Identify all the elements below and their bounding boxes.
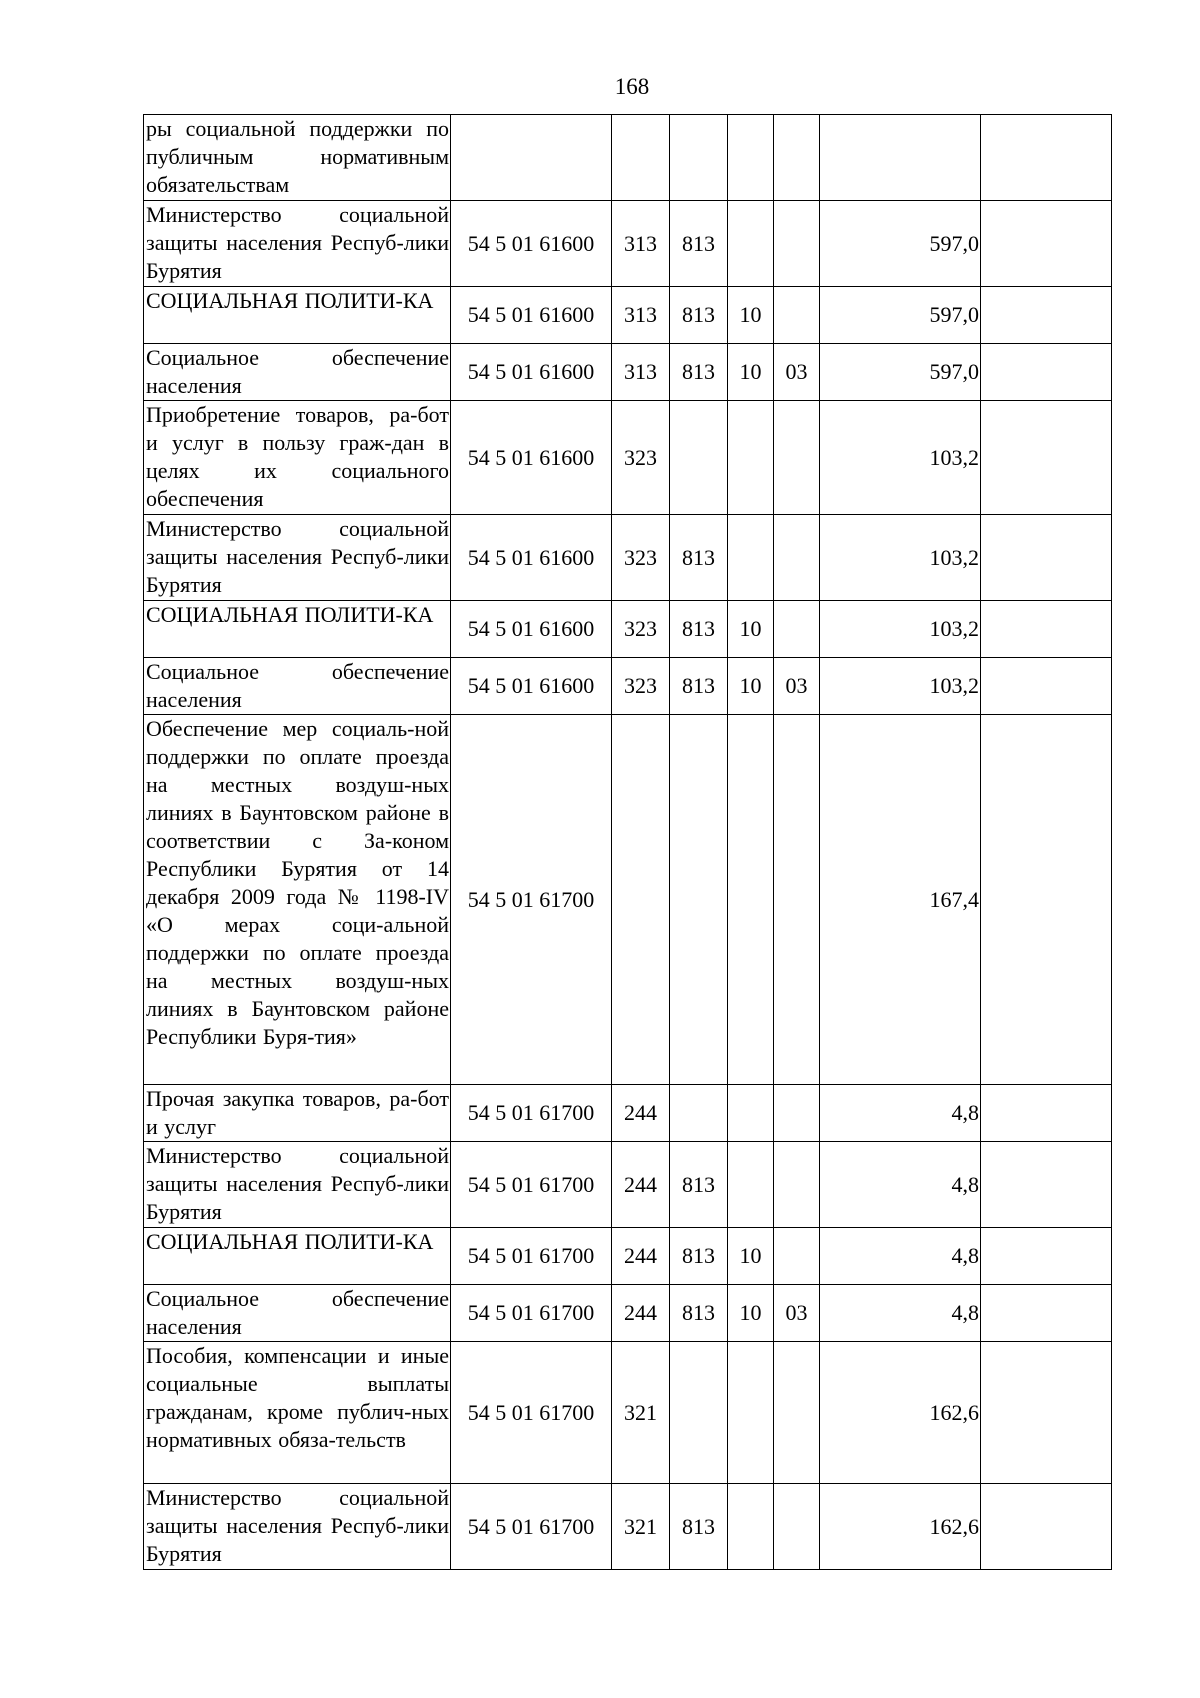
table-row bbox=[144, 115, 1112, 201]
amount-cell: 103,2 bbox=[820, 515, 981, 601]
amount-cell: 4,8 bbox=[820, 1285, 981, 1342]
section-cell bbox=[728, 115, 774, 201]
target-code-cell: 54 5 01 61700 bbox=[451, 715, 612, 1085]
subsection-cell bbox=[774, 287, 820, 344]
table-row bbox=[144, 1342, 1112, 1484]
item-name-cell: Пособия, компенсации и иные социальные выплаты гражданам, кроме публич-ных нормативных обяза-тельств bbox=[144, 1342, 451, 1484]
table-body bbox=[144, 115, 1112, 1570]
amount-cell: 597,0 bbox=[820, 287, 981, 344]
target-code-cell: 54 5 01 61700 bbox=[451, 1142, 612, 1228]
subsection-cell: 03 bbox=[774, 658, 820, 715]
amount-cell: 103,2 bbox=[820, 401, 981, 515]
expense-type-cell: 323 bbox=[612, 515, 670, 601]
subsection-cell bbox=[774, 715, 820, 1085]
subsection-cell: 03 bbox=[774, 344, 820, 401]
item-name-cell: СОЦИАЛЬНАЯ ПОЛИТИ-КА bbox=[144, 1228, 451, 1285]
section-cell bbox=[728, 401, 774, 515]
section-cell bbox=[728, 515, 774, 601]
ministry-code-cell bbox=[670, 1085, 728, 1142]
ministry-code-cell bbox=[670, 401, 728, 515]
target-code-cell: 54 5 01 61700 bbox=[451, 1285, 612, 1342]
target-code-cell bbox=[451, 115, 612, 201]
item-name-cell: Обеспечение мер социаль-ной поддержки по оплате проезда на местных воздуш-ных линиях в Баунтовском районе в соответствии с За-коном Республики Бурятия от 14 декабря 2009 года № 1198-IV «О мерах соци-альной поддержки по оплате проезда на местных воздуш-ных линиях в Баунтовском районе Республики Буря-тия» bbox=[144, 715, 451, 1085]
expense-type-cell: 244 bbox=[612, 1285, 670, 1342]
subsection-cell bbox=[774, 1228, 820, 1285]
target-code-cell: 54 5 01 61600 bbox=[451, 515, 612, 601]
table-row bbox=[144, 287, 1112, 344]
item-name-cell: Социальное обеспечение населения bbox=[144, 1285, 451, 1342]
section-cell bbox=[728, 1142, 774, 1228]
target-code-cell: 54 5 01 61700 bbox=[451, 1342, 612, 1484]
page-number: 168 bbox=[614, 74, 650, 99]
target-code-cell: 54 5 01 61600 bbox=[451, 658, 612, 715]
section-cell bbox=[728, 201, 774, 287]
table-row bbox=[144, 201, 1112, 287]
section-cell: 10 bbox=[728, 601, 774, 658]
target-code-cell: 54 5 01 61600 bbox=[451, 344, 612, 401]
item-name-cell: Министерство социальной защиты населения Респуб-лики Бурятия bbox=[144, 1142, 451, 1228]
table-row bbox=[144, 1228, 1112, 1285]
extra-cell bbox=[981, 1228, 1112, 1285]
expense-type-cell: 244 bbox=[612, 1228, 670, 1285]
amount-cell: 103,2 bbox=[820, 658, 981, 715]
amount-cell: 4,8 bbox=[820, 1142, 981, 1228]
ministry-code-cell: 813 bbox=[670, 515, 728, 601]
ministry-code-cell: 813 bbox=[670, 658, 728, 715]
section-cell: 10 bbox=[728, 1228, 774, 1285]
table-row bbox=[144, 401, 1112, 515]
item-name-cell: Социальное обеспечение населения bbox=[144, 344, 451, 401]
table-row bbox=[144, 715, 1112, 1085]
subsection-cell bbox=[774, 515, 820, 601]
subsection-cell: 03 bbox=[774, 1285, 820, 1342]
table-row bbox=[144, 601, 1112, 658]
section-cell bbox=[728, 1085, 774, 1142]
table-row bbox=[144, 1085, 1112, 1142]
item-name-cell: Приобретение товаров, ра-бот и услуг в пользу граж-дан в целях их социального обеспечения bbox=[144, 401, 451, 515]
ministry-code-cell bbox=[670, 715, 728, 1085]
expense-type-cell: 323 bbox=[612, 401, 670, 515]
table-row bbox=[144, 1142, 1112, 1228]
expense-type-cell: 313 bbox=[612, 201, 670, 287]
section-cell bbox=[728, 715, 774, 1085]
item-name-cell: Министерство социальной защиты населения Респуб-лики Бурятия bbox=[144, 1484, 451, 1570]
amount-cell: 4,8 bbox=[820, 1085, 981, 1142]
extra-cell bbox=[981, 658, 1112, 715]
subsection-cell bbox=[774, 115, 820, 201]
ministry-code-cell: 813 bbox=[670, 1228, 728, 1285]
section-cell bbox=[728, 1342, 774, 1484]
amount-cell: 103,2 bbox=[820, 601, 981, 658]
ministry-code-cell bbox=[670, 115, 728, 201]
table-row bbox=[144, 658, 1112, 715]
extra-cell bbox=[981, 1484, 1112, 1570]
expense-type-cell: 323 bbox=[612, 601, 670, 658]
subsection-cell bbox=[774, 1484, 820, 1570]
target-code-cell: 54 5 01 61600 bbox=[451, 287, 612, 344]
amount-cell: 167,4 bbox=[820, 715, 981, 1085]
ministry-code-cell: 813 bbox=[670, 287, 728, 344]
extra-cell bbox=[981, 344, 1112, 401]
extra-cell bbox=[981, 401, 1112, 515]
expense-type-cell bbox=[612, 115, 670, 201]
amount-cell: 597,0 bbox=[820, 344, 981, 401]
target-code-cell: 54 5 01 61700 bbox=[451, 1228, 612, 1285]
ministry-code-cell: 813 bbox=[670, 1484, 728, 1570]
subsection-cell bbox=[774, 1342, 820, 1484]
extra-cell bbox=[981, 715, 1112, 1085]
target-code-cell: 54 5 01 61600 bbox=[451, 401, 612, 515]
subsection-cell bbox=[774, 401, 820, 515]
section-cell: 10 bbox=[728, 658, 774, 715]
extra-cell bbox=[981, 1142, 1112, 1228]
expense-type-cell: 321 bbox=[612, 1484, 670, 1570]
item-name-cell: Министерство социальной защиты населения Респуб-лики Бурятия bbox=[144, 515, 451, 601]
subsection-cell bbox=[774, 1085, 820, 1142]
subsection-cell bbox=[774, 201, 820, 287]
item-name-cell: Социальное обеспечение населения bbox=[144, 658, 451, 715]
table-row bbox=[144, 1484, 1112, 1570]
expense-type-cell: 321 bbox=[612, 1342, 670, 1484]
extra-cell bbox=[981, 287, 1112, 344]
amount-cell: 597,0 bbox=[820, 201, 981, 287]
item-name-cell: СОЦИАЛЬНАЯ ПОЛИТИ-КА bbox=[144, 601, 451, 658]
ministry-code-cell: 813 bbox=[670, 1285, 728, 1342]
ministry-code-cell: 813 bbox=[670, 1142, 728, 1228]
extra-cell bbox=[981, 115, 1112, 201]
item-name-cell: СОЦИАЛЬНАЯ ПОЛИТИ-КА bbox=[144, 287, 451, 344]
table-row bbox=[144, 344, 1112, 401]
item-name-cell: Прочая закупка товаров, ра-бот и услуг bbox=[144, 1085, 451, 1142]
expense-type-cell: 244 bbox=[612, 1142, 670, 1228]
expense-type-cell: 244 bbox=[612, 1085, 670, 1142]
table-row bbox=[144, 1285, 1112, 1342]
item-name-cell: ры социальной поддержки по публичным нормативным обязательствам bbox=[144, 115, 451, 201]
subsection-cell bbox=[774, 1142, 820, 1228]
ministry-code-cell: 813 bbox=[670, 601, 728, 658]
expense-type-cell: 323 bbox=[612, 658, 670, 715]
section-cell: 10 bbox=[728, 344, 774, 401]
target-code-cell: 54 5 01 61600 bbox=[451, 201, 612, 287]
ministry-code-cell: 813 bbox=[670, 344, 728, 401]
ministry-code-cell: 813 bbox=[670, 201, 728, 287]
extra-cell bbox=[981, 1342, 1112, 1484]
item-name-cell: Министерство социальной защиты населения Респуб-лики Бурятия bbox=[144, 201, 451, 287]
amount-cell bbox=[820, 115, 981, 201]
target-code-cell: 54 5 01 61700 bbox=[451, 1484, 612, 1570]
extra-cell bbox=[981, 201, 1112, 287]
expense-type-cell bbox=[612, 715, 670, 1085]
section-cell: 10 bbox=[728, 287, 774, 344]
subsection-cell bbox=[774, 601, 820, 658]
extra-cell bbox=[981, 1085, 1112, 1142]
amount-cell: 162,6 bbox=[820, 1342, 981, 1484]
target-code-cell: 54 5 01 61600 bbox=[451, 601, 612, 658]
extra-cell bbox=[981, 601, 1112, 658]
budget-table bbox=[143, 114, 1112, 1570]
amount-cell: 4,8 bbox=[820, 1228, 981, 1285]
amount-cell: 162,6 bbox=[820, 1484, 981, 1570]
ministry-code-cell bbox=[670, 1342, 728, 1484]
table-row bbox=[144, 515, 1112, 601]
extra-cell bbox=[981, 1285, 1112, 1342]
section-cell: 10 bbox=[728, 1285, 774, 1342]
section-cell bbox=[728, 1484, 774, 1570]
expense-type-cell: 313 bbox=[612, 344, 670, 401]
target-code-cell: 54 5 01 61700 bbox=[451, 1085, 612, 1142]
expense-type-cell: 313 bbox=[612, 287, 670, 344]
extra-cell bbox=[981, 515, 1112, 601]
